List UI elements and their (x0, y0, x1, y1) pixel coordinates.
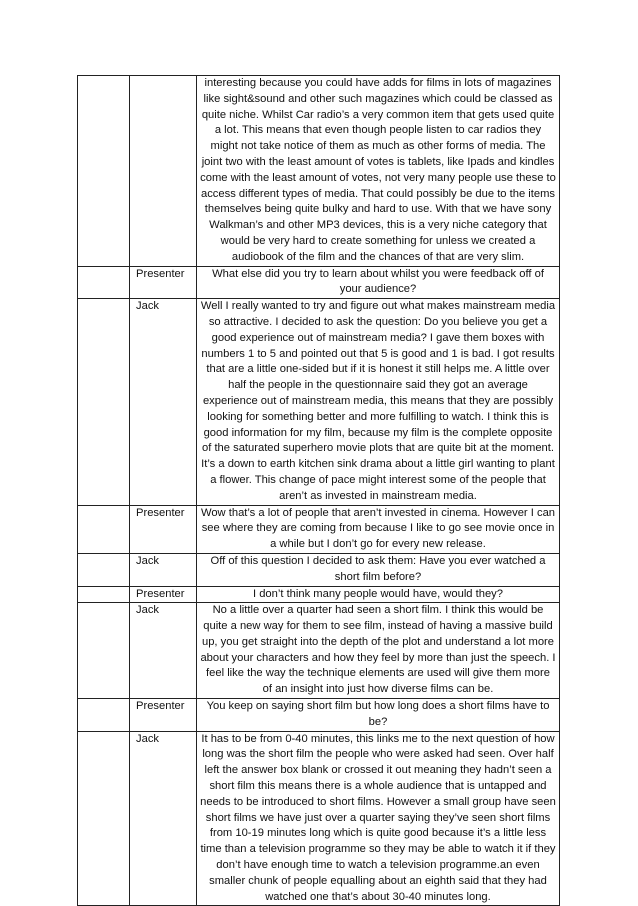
speaker-cell: Presenter (130, 266, 197, 299)
table-row (78, 76, 560, 267)
table-row (78, 299, 560, 505)
dialogue-cell: Well I really wanted to try and figure out what makes mainstream media so attractive. I decided to ask the question: Do you believe you get a good experience out of mainstream media? I gave them boxes with numbers 1 to 5 and pointed out that 5 is good and 1 is bad. I got results that are a little one-sided but if it is honest it still helps me. A little over half the people in the questionnaire said they got an average experience out of mainstream media, this means that they are possibly looking for something better and more fulfilling to watch. I think this is good information for my film, because my film is the complete opposite of the saturated superhero movie plots that are quite bit at the moment. It’s a down to earth kitchen sink drama about a little girl wanting to plant a flower. This change of pace might interest some of the people that aren’t as invested in mainstream media. (197, 299, 560, 505)
table-row (78, 266, 560, 299)
blank-cell (78, 553, 130, 586)
speaker-cell: Jack (130, 553, 197, 586)
speaker-cell: Jack (130, 603, 197, 699)
interview-transcript-table (77, 75, 560, 906)
speaker-cell: Presenter (130, 505, 197, 553)
dialogue-cell: I don’t think many people would have, would they? (197, 586, 560, 603)
speaker-cell: Jack (130, 299, 197, 505)
dialogue-cell: What else did you try to learn about whilst you were feedback off of your audience? (197, 266, 560, 299)
blank-cell (78, 266, 130, 299)
blank-cell (78, 586, 130, 603)
dialogue-cell: You keep on saying short film but how long does a short films have to be? (197, 699, 560, 732)
dialogue-cell: No a little over a quarter had seen a short film. I think this would be quite a new way for them to see film, instead of having a massive build up, you get straight into the depth of the plot and understand a lot more about your characters and how they feel by more than just the speech. I feel like the way the technique elements are used will give them more of an insight into just how diverse films can be. (197, 603, 560, 699)
blank-cell (78, 76, 130, 267)
speaker-cell: Presenter (130, 586, 197, 603)
blank-cell (78, 731, 130, 906)
dialogue-cell: It has to be from 0-40 minutes, this links me to the next question of how long was the short film the people who were asked had seen. Over half left the answer box blank or crossed it out meaning they hadn’t seen a short film this means there is a whole audience that is untapped and needs to be introduced to short films. However a small group have seen short films we have just over a quarter saying they’ve seen short films from 10-19 minutes long which is quite good because it’s a little less time than a television programme so they may be able to watch it if they don’t have enough time to watch a television programme.an even smaller chunk of people equalling about an eighth said that they had watched one that’s about 30-40 minutes long. (197, 731, 560, 906)
speaker-cell: Jack (130, 731, 197, 906)
blank-cell (78, 505, 130, 553)
table-row (78, 586, 560, 603)
table-row (78, 603, 560, 699)
blank-cell (78, 299, 130, 505)
dialogue-cell: Off of this question I decided to ask them: Have you ever watched a short film before? (197, 553, 560, 586)
speaker-cell (130, 76, 197, 267)
table-row (78, 731, 560, 906)
speaker-cell: Presenter (130, 699, 197, 732)
table-row (78, 505, 560, 553)
blank-cell (78, 699, 130, 732)
dialogue-cell: Wow that’s a lot of people that aren’t invested in cinema. However I can see where they are coming from because I like to go see movie once in a while but I don’t go for every new release. (197, 505, 560, 553)
table-row (78, 699, 560, 732)
blank-cell (78, 603, 130, 699)
dialogue-cell: interesting because you could have adds for films in lots of magazines like sight&sound and other such magazines which could be classed as quite niche. Whilst Car radio’s a very common item that gets used quite a lot. This means that even though people listen to car radios they might not take notice of them as much as other forms of media. The joint two with the least amount of votes is tablets, like Ipads and kindles come with the least amount of votes, not very many people use these to access different types of media. That could possibly be due to the items themselves being quite bulky and hard to use. With that we have sony Walkman’s and other MP3 devices, this is a very niche category that would be very hard to create something for unless we created a audiobook of the film and the chances of that are very slim. (197, 76, 560, 267)
table-row (78, 553, 560, 586)
